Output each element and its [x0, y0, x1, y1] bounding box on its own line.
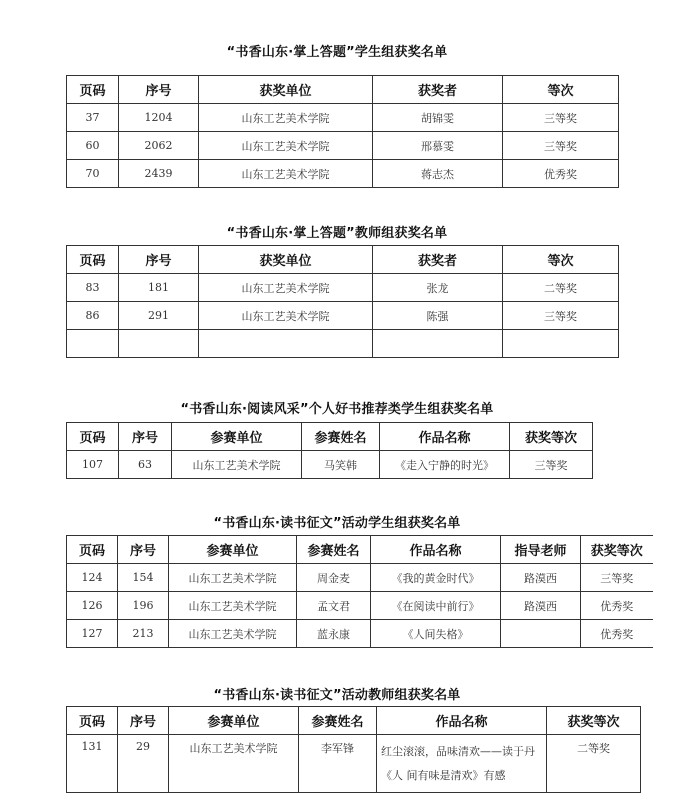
cell-page: 60 [67, 132, 119, 160]
col-header-work: 作品名称 [377, 707, 547, 735]
cell-grade: 三等奖 [581, 564, 653, 592]
col-header-page: 页码 [67, 707, 118, 735]
col-header-seq: 序号 [119, 423, 172, 451]
col-header-unit: 参赛单位 [169, 707, 299, 735]
cell-page: 124 [67, 564, 118, 592]
cell-work: 《在阅读中前行》 [371, 592, 501, 620]
cell-advisor: 路漠西 [501, 564, 581, 592]
cell-page [67, 330, 119, 358]
section-4-title: “书香山东·读书征文”活动学生组获奖名单 [213, 516, 461, 531]
cell-advisor: 路漠西 [501, 592, 581, 620]
cell-unit: 山东工艺美术学院 [199, 160, 373, 188]
col-header-page: 页码 [67, 423, 119, 451]
section-4-table [66, 535, 653, 648]
col-header-grade: 获奖等次 [581, 536, 653, 564]
cell-grade: 优秀奖 [581, 620, 653, 648]
table-row [67, 592, 653, 620]
table-row [67, 564, 653, 592]
section-1-table [66, 75, 619, 188]
cell-unit: 山东工艺美术学院 [199, 104, 373, 132]
col-header-name: 参赛姓名 [297, 536, 371, 564]
cell-grade: 二等奖 [547, 735, 641, 793]
cell-seq: 196 [118, 592, 169, 620]
cell-unit [199, 330, 373, 358]
table-row [67, 132, 619, 160]
col-header-name: 参赛姓名 [302, 423, 380, 451]
cell-seq: 29 [118, 735, 169, 793]
cell-grade: 优秀奖 [503, 160, 619, 188]
col-header-grade: 等次 [503, 76, 619, 104]
cell-advisor [501, 620, 581, 648]
table-row [67, 274, 619, 302]
cell-page: 70 [67, 160, 119, 188]
cell-page: 86 [67, 302, 119, 330]
section-5-table [66, 706, 641, 793]
section-5-title: “书香山东·读书征文”活动教师组获奖名单 [213, 688, 461, 703]
col-header-unit: 参赛单位 [169, 536, 297, 564]
col-header-seq: 序号 [119, 246, 199, 274]
cell-winner: 陈强 [373, 302, 503, 330]
cell-seq: 154 [118, 564, 169, 592]
col-header-grade: 获奖等次 [510, 423, 593, 451]
cell-winner: 蒋志杰 [373, 160, 503, 188]
table-row [67, 620, 653, 648]
cell-grade: 二等奖 [503, 274, 619, 302]
cell-unit: 山东工艺美术学院 [169, 620, 297, 648]
table-header-row [67, 707, 641, 735]
section-3-title: “书香山东·阅读风采”个人好书推荐类学生组获奖名单 [180, 402, 494, 417]
cell-unit: 山东工艺美术学院 [172, 451, 302, 479]
table-header-row [67, 76, 619, 104]
table-row [67, 451, 593, 479]
cell-name: 李军锋 [299, 735, 377, 793]
cell-grade [503, 330, 619, 358]
cell-winner: 胡锦雯 [373, 104, 503, 132]
col-header-unit: 获奖单位 [199, 76, 373, 104]
cell-seq: 2439 [119, 160, 199, 188]
cell-page: 83 [67, 274, 119, 302]
cell-unit: 山东工艺美术学院 [169, 564, 297, 592]
table-header-row [67, 423, 593, 451]
col-header-seq: 序号 [119, 76, 199, 104]
col-header-work: 作品名称 [380, 423, 510, 451]
cell-seq: 2062 [119, 132, 199, 160]
cell-seq [119, 330, 199, 358]
section-2-table [66, 245, 619, 358]
cell-work: 《我的黄金时代》 [371, 564, 501, 592]
col-header-unit: 参赛单位 [172, 423, 302, 451]
section-3-table [66, 422, 593, 479]
table-header-row [67, 246, 619, 274]
table-row [67, 302, 619, 330]
table-row [67, 104, 619, 132]
cell-unit: 山东工艺美术学院 [199, 132, 373, 160]
section-2-title: “书香山东·掌上答题”教师组获奖名单 [226, 226, 448, 241]
col-header-seq: 序号 [118, 707, 169, 735]
cell-winner: 邢慕雯 [373, 132, 503, 160]
cell-winner [373, 330, 503, 358]
cell-page: 107 [67, 451, 119, 479]
cell-seq: 181 [119, 274, 199, 302]
cell-page: 131 [67, 735, 118, 793]
cell-unit: 山东工艺美术学院 [199, 274, 373, 302]
cell-name: 孟文君 [297, 592, 371, 620]
cell-grade: 三等奖 [503, 104, 619, 132]
cell-unit: 山东工艺美术学院 [199, 302, 373, 330]
col-header-page: 页码 [67, 536, 118, 564]
cell-winner: 张龙 [373, 274, 503, 302]
table-row [67, 735, 641, 793]
cell-name: 蓝永康 [297, 620, 371, 648]
col-header-advisor: 指导老师 [501, 536, 581, 564]
cell-work: 《走入宁静的时光》 [380, 451, 510, 479]
cell-name: 马笑韩 [302, 451, 380, 479]
section-1-title: “书香山东·掌上答题”学生组获奖名单 [226, 45, 448, 60]
cell-work: 《人间失格》 [371, 620, 501, 648]
cell-seq: 1204 [119, 104, 199, 132]
col-header-winner: 获奖者 [373, 246, 503, 274]
cell-unit: 山东工艺美术学院 [169, 735, 299, 793]
col-header-seq: 序号 [118, 536, 169, 564]
cell-seq: 63 [119, 451, 172, 479]
col-header-grade: 获奖等次 [547, 707, 641, 735]
cell-grade: 三等奖 [503, 302, 619, 330]
table-row-empty [67, 330, 619, 358]
cell-page: 127 [67, 620, 118, 648]
cell-unit: 山东工艺美术学院 [169, 592, 297, 620]
cell-grade: 三等奖 [503, 132, 619, 160]
col-header-grade: 等次 [503, 246, 619, 274]
cell-seq: 213 [118, 620, 169, 648]
col-header-page: 页码 [67, 246, 119, 274]
col-header-work: 作品名称 [371, 536, 501, 564]
cell-name: 周金麦 [297, 564, 371, 592]
cell-seq: 291 [119, 302, 199, 330]
col-header-unit: 获奖单位 [199, 246, 373, 274]
cell-page: 37 [67, 104, 119, 132]
col-header-page: 页码 [67, 76, 119, 104]
cell-grade: 优秀奖 [581, 592, 653, 620]
table-row [67, 160, 619, 188]
cell-work: 红尘滚滚，品味清欢——读于丹《人 间有味是清欢》有感 [377, 735, 547, 793]
cell-grade: 三等奖 [510, 451, 593, 479]
col-header-name: 参赛姓名 [299, 707, 377, 735]
table-header-row [67, 536, 653, 564]
col-header-winner: 获奖者 [373, 76, 503, 104]
cell-page: 126 [67, 592, 118, 620]
